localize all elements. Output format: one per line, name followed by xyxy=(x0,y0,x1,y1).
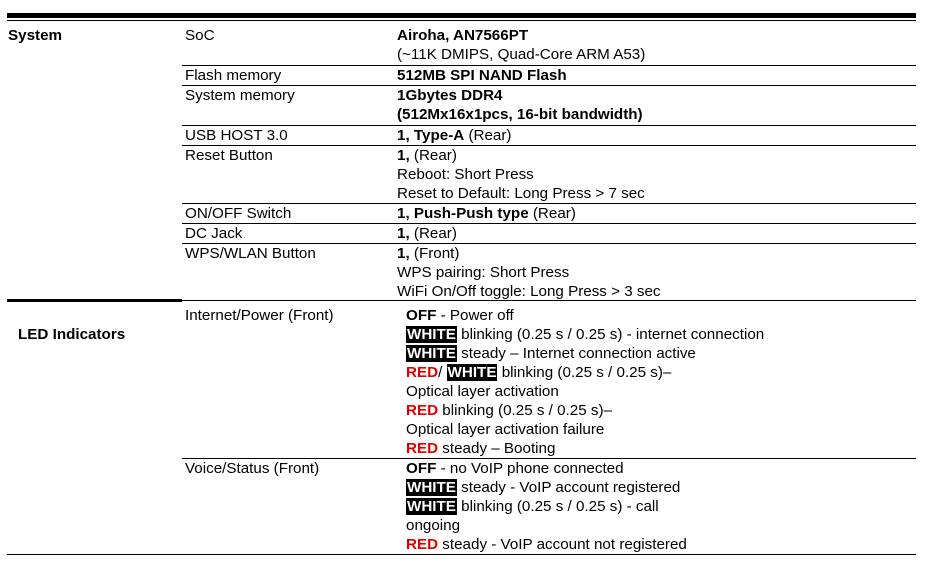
section-divider xyxy=(7,299,182,302)
table-top-rule-thin xyxy=(7,20,916,21)
spec-value-onoff: 1, Push-Push type (Rear) xyxy=(397,205,576,222)
spec-name-memory: System memory xyxy=(185,87,295,104)
led-internet-red-blink: RED blinking (0.25 s / 0.25 s)– xyxy=(406,402,612,419)
led-internet-optical-activation: Optical layer activation xyxy=(406,383,559,400)
spec-value-reset-reboot: Reboot: Short Press xyxy=(397,166,534,183)
spec-value-wps-pairing: WPS pairing: Short Press xyxy=(397,264,570,281)
table-top-rule-thick xyxy=(7,13,916,18)
spec-name-soc: SoC xyxy=(185,27,215,44)
table-bottom-rule-left xyxy=(7,554,182,555)
spec-name-reset: Reset Button xyxy=(185,147,273,164)
section-label-led: LED Indicators xyxy=(18,326,126,343)
spec-value-soc-detail: (~11K DMIPS, Quad-Core ARM A53) xyxy=(397,46,646,63)
spec-value-wifi-toggle: WiFi On/Off toggle: Long Press > 3 sec xyxy=(397,283,661,300)
led-voice-white-steady: WHITE steady - VoIP account registered xyxy=(407,479,681,496)
spec-name-onoff: ON/OFF Switch xyxy=(185,205,292,222)
led-name-internet: Internet/Power (Front) xyxy=(185,307,334,324)
spec-value-memory: 1Gbytes DDR4 xyxy=(397,87,503,104)
spec-value-soc: Airoha, AN7566PT xyxy=(397,27,529,44)
led-voice-ongoing: ongoing xyxy=(406,517,461,534)
spec-value-memory-detail: (512Mx16x1pcs, 16-bit bandwidth) xyxy=(397,106,643,123)
spec-name-dcjack: DC Jack xyxy=(185,225,243,242)
led-internet-white-blink: WHITE blinking (0.25 s / 0.25 s) - internet connection xyxy=(407,326,765,343)
led-name-voice: Voice/Status (Front) xyxy=(185,460,320,477)
led-voice-red-steady: RED steady - VoIP account not registered xyxy=(406,536,687,553)
spec-name-wps: WPS/WLAN Button xyxy=(185,245,316,262)
led-voice-off: OFF - no VoIP phone connected xyxy=(406,460,624,477)
spec-value-reset-default: Reset to Default: Long Press > 7 sec xyxy=(397,185,645,202)
spec-value-wps: 1, (Front) xyxy=(397,245,460,262)
table-bottom-rule-right xyxy=(182,554,916,555)
spec-name-flash: Flash memory xyxy=(185,67,282,84)
row-divider xyxy=(182,125,916,126)
led-internet-optical-failure: Optical layer activation failure xyxy=(406,421,605,438)
spec-name-usb: USB HOST 3.0 xyxy=(185,127,288,144)
led-internet-white-steady: WHITE steady – Internet connection active xyxy=(407,345,696,362)
spec-value-dcjack: 1, (Rear) xyxy=(397,225,457,242)
led-voice-white-blink: WHITE blinking (0.25 s / 0.25 s) - call xyxy=(407,498,659,515)
spec-value-flash: 512MB SPI NAND Flash xyxy=(397,67,567,84)
spec-value-reset: 1, (Rear) xyxy=(397,147,457,164)
spec-value-usb: 1, Type-A (Rear) xyxy=(397,127,512,144)
led-internet-red-white: RED/ WHITE blinking (0.25 s / 0.25 s)– xyxy=(406,364,672,381)
row-divider xyxy=(182,145,916,146)
section-divider-right xyxy=(182,300,916,301)
led-internet-red-steady: RED steady – Booting xyxy=(406,440,556,457)
led-internet-off: OFF - Power off xyxy=(406,307,514,324)
section-label-system: System xyxy=(8,27,63,44)
row-divider xyxy=(182,223,916,224)
